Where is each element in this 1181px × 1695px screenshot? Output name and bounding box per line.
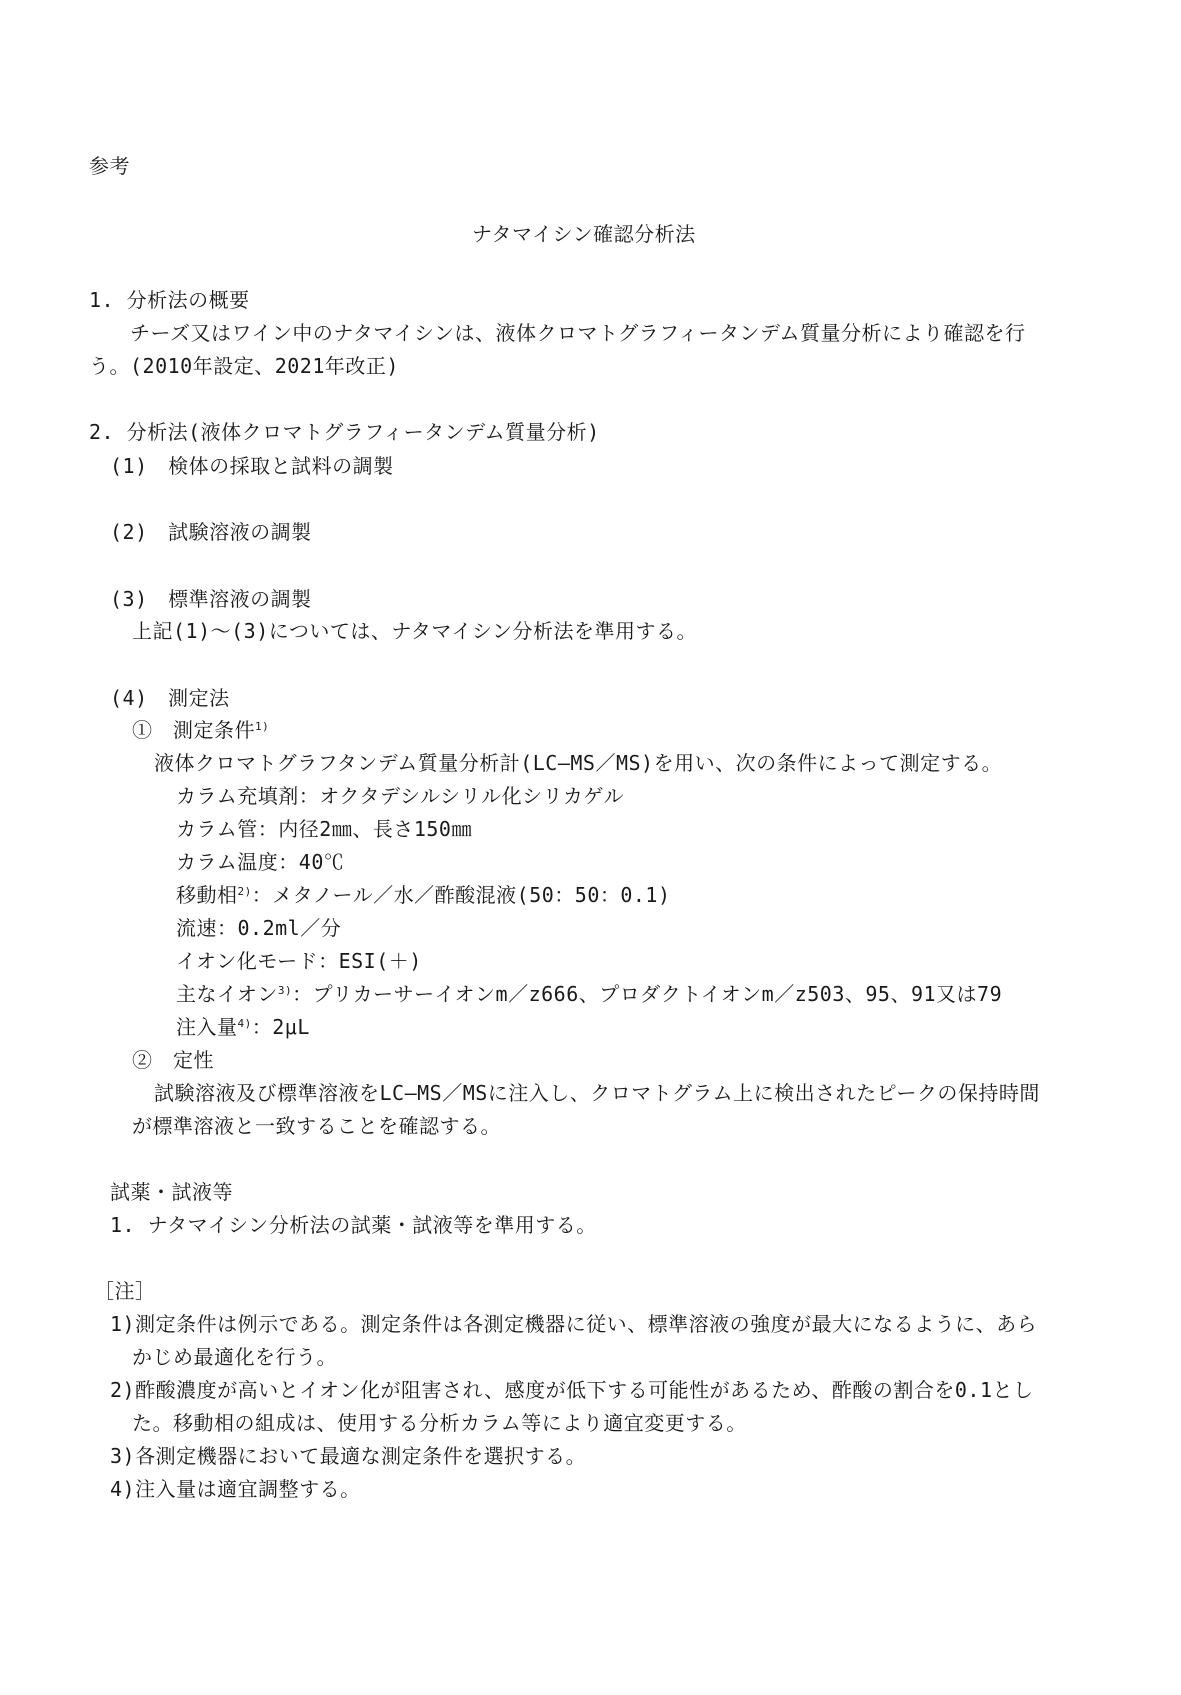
condition-heading xyxy=(132,718,269,742)
condition-injection xyxy=(176,1015,310,1039)
condition-main-ions xyxy=(176,982,1002,1006)
reagents-heading: 試薬・試液等 xyxy=(110,1180,233,1204)
section1-body-line1: チーズ又はワイン中のナタマイシンは、液体クロマトグラフィータンデム質量分析により確認を行 xyxy=(130,321,1026,345)
condition-flow-rate: 流速：0.2ml／分 xyxy=(176,916,342,940)
condition-mobile-phase xyxy=(176,883,671,907)
main-ions-value: ：プリカーサーイオンm／z666、プロダクトイオンm／z503、95、91又は79 xyxy=(292,982,1003,1006)
reagents-item1: 1. ナタマイシン分析法の試薬・試液等を準用する。 xyxy=(110,1213,597,1237)
qualitative-line1: 試験溶液及び標準溶液をLC―MS／MSに注入し、クロマトグラム上に検出されたピークの保持時間 xyxy=(154,1081,1040,1105)
section2-item2: (2) 試験溶液の調製 xyxy=(110,520,312,544)
note1-line1: 1)測定条件は例示である。測定条件は各測定機器に従い、標準溶液の強度が最大になるように、あら xyxy=(110,1312,1038,1336)
qualitative-heading: ② 定性 xyxy=(132,1048,214,1072)
injection-value: ：2μL xyxy=(251,1015,310,1039)
note2-line2: た。移動相の組成は、使用する分析カラム等により適宜変更する。 xyxy=(132,1411,747,1435)
condition-column-tube: カラム管：内径2㎜、長さ150㎜ xyxy=(176,817,472,841)
section2-item3: (3) 標準溶液の調製 xyxy=(110,587,312,611)
section1-heading: 1. 分析法の概要 xyxy=(89,288,250,312)
section2-item3-note: 上記(1)～(3)については、ナタマイシン分析法を準用する。 xyxy=(132,619,697,643)
condition-column-temp: カラム温度：40℃ xyxy=(176,850,345,874)
footnote-ref-3: 3) xyxy=(277,984,293,997)
main-ions-label: 主なイオン xyxy=(176,982,278,1006)
condition-ionization: イオン化モード：ESI(＋) xyxy=(176,949,422,973)
footnote-ref-1: 1) xyxy=(255,720,270,733)
section2-item1: (1) 検体の採取と試料の調製 xyxy=(110,454,394,478)
condition-column-packing: カラム充填剤：オクタデシルシリル化シリカゲル xyxy=(176,784,624,808)
section2-item4: (4) 測定法 xyxy=(110,686,230,710)
note1-line2: かじめ最適化を行う。 xyxy=(132,1345,337,1369)
note2-line1: 2)酢酸濃度が高いとイオン化が阻害され、感度が低下する可能性があるため、酢酸の割合を0.1とし xyxy=(110,1378,1034,1402)
injection-label: 注入量 xyxy=(176,1015,238,1039)
section1-body-line2: う。(2010年設定、2021年改正) xyxy=(89,354,399,378)
mobile-phase-label: 移動相 xyxy=(176,883,238,907)
section2-heading: 2. 分析法(液体クロマトグラフィータンデム質量分析) xyxy=(89,420,600,444)
condition-intro: 液体クロマトグラフタンデム質量分析計(LC―MS／MS)を用い、次の条件によって測定する。 xyxy=(154,751,1003,775)
footnote-ref-2: 2) xyxy=(237,885,252,898)
document-title: ナタマイシン確認分析法 xyxy=(472,222,696,246)
qualitative-line2: が標準溶液と一致することを確認する。 xyxy=(132,1114,501,1138)
note4: 4)注入量は適宜調整する。 xyxy=(110,1477,361,1501)
condition-heading-text: ① 測定条件 xyxy=(132,718,255,742)
note3: 3)各測定機器において最適な測定条件を選択する。 xyxy=(110,1444,587,1468)
mobile-phase-value: ：メタノール／水／酢酸混液(50：50：0.1) xyxy=(251,883,671,907)
footnote-ref-4: 4) xyxy=(237,1017,252,1030)
notes-heading: ［注］ xyxy=(94,1279,156,1303)
reference-label: 参考 xyxy=(89,154,130,178)
